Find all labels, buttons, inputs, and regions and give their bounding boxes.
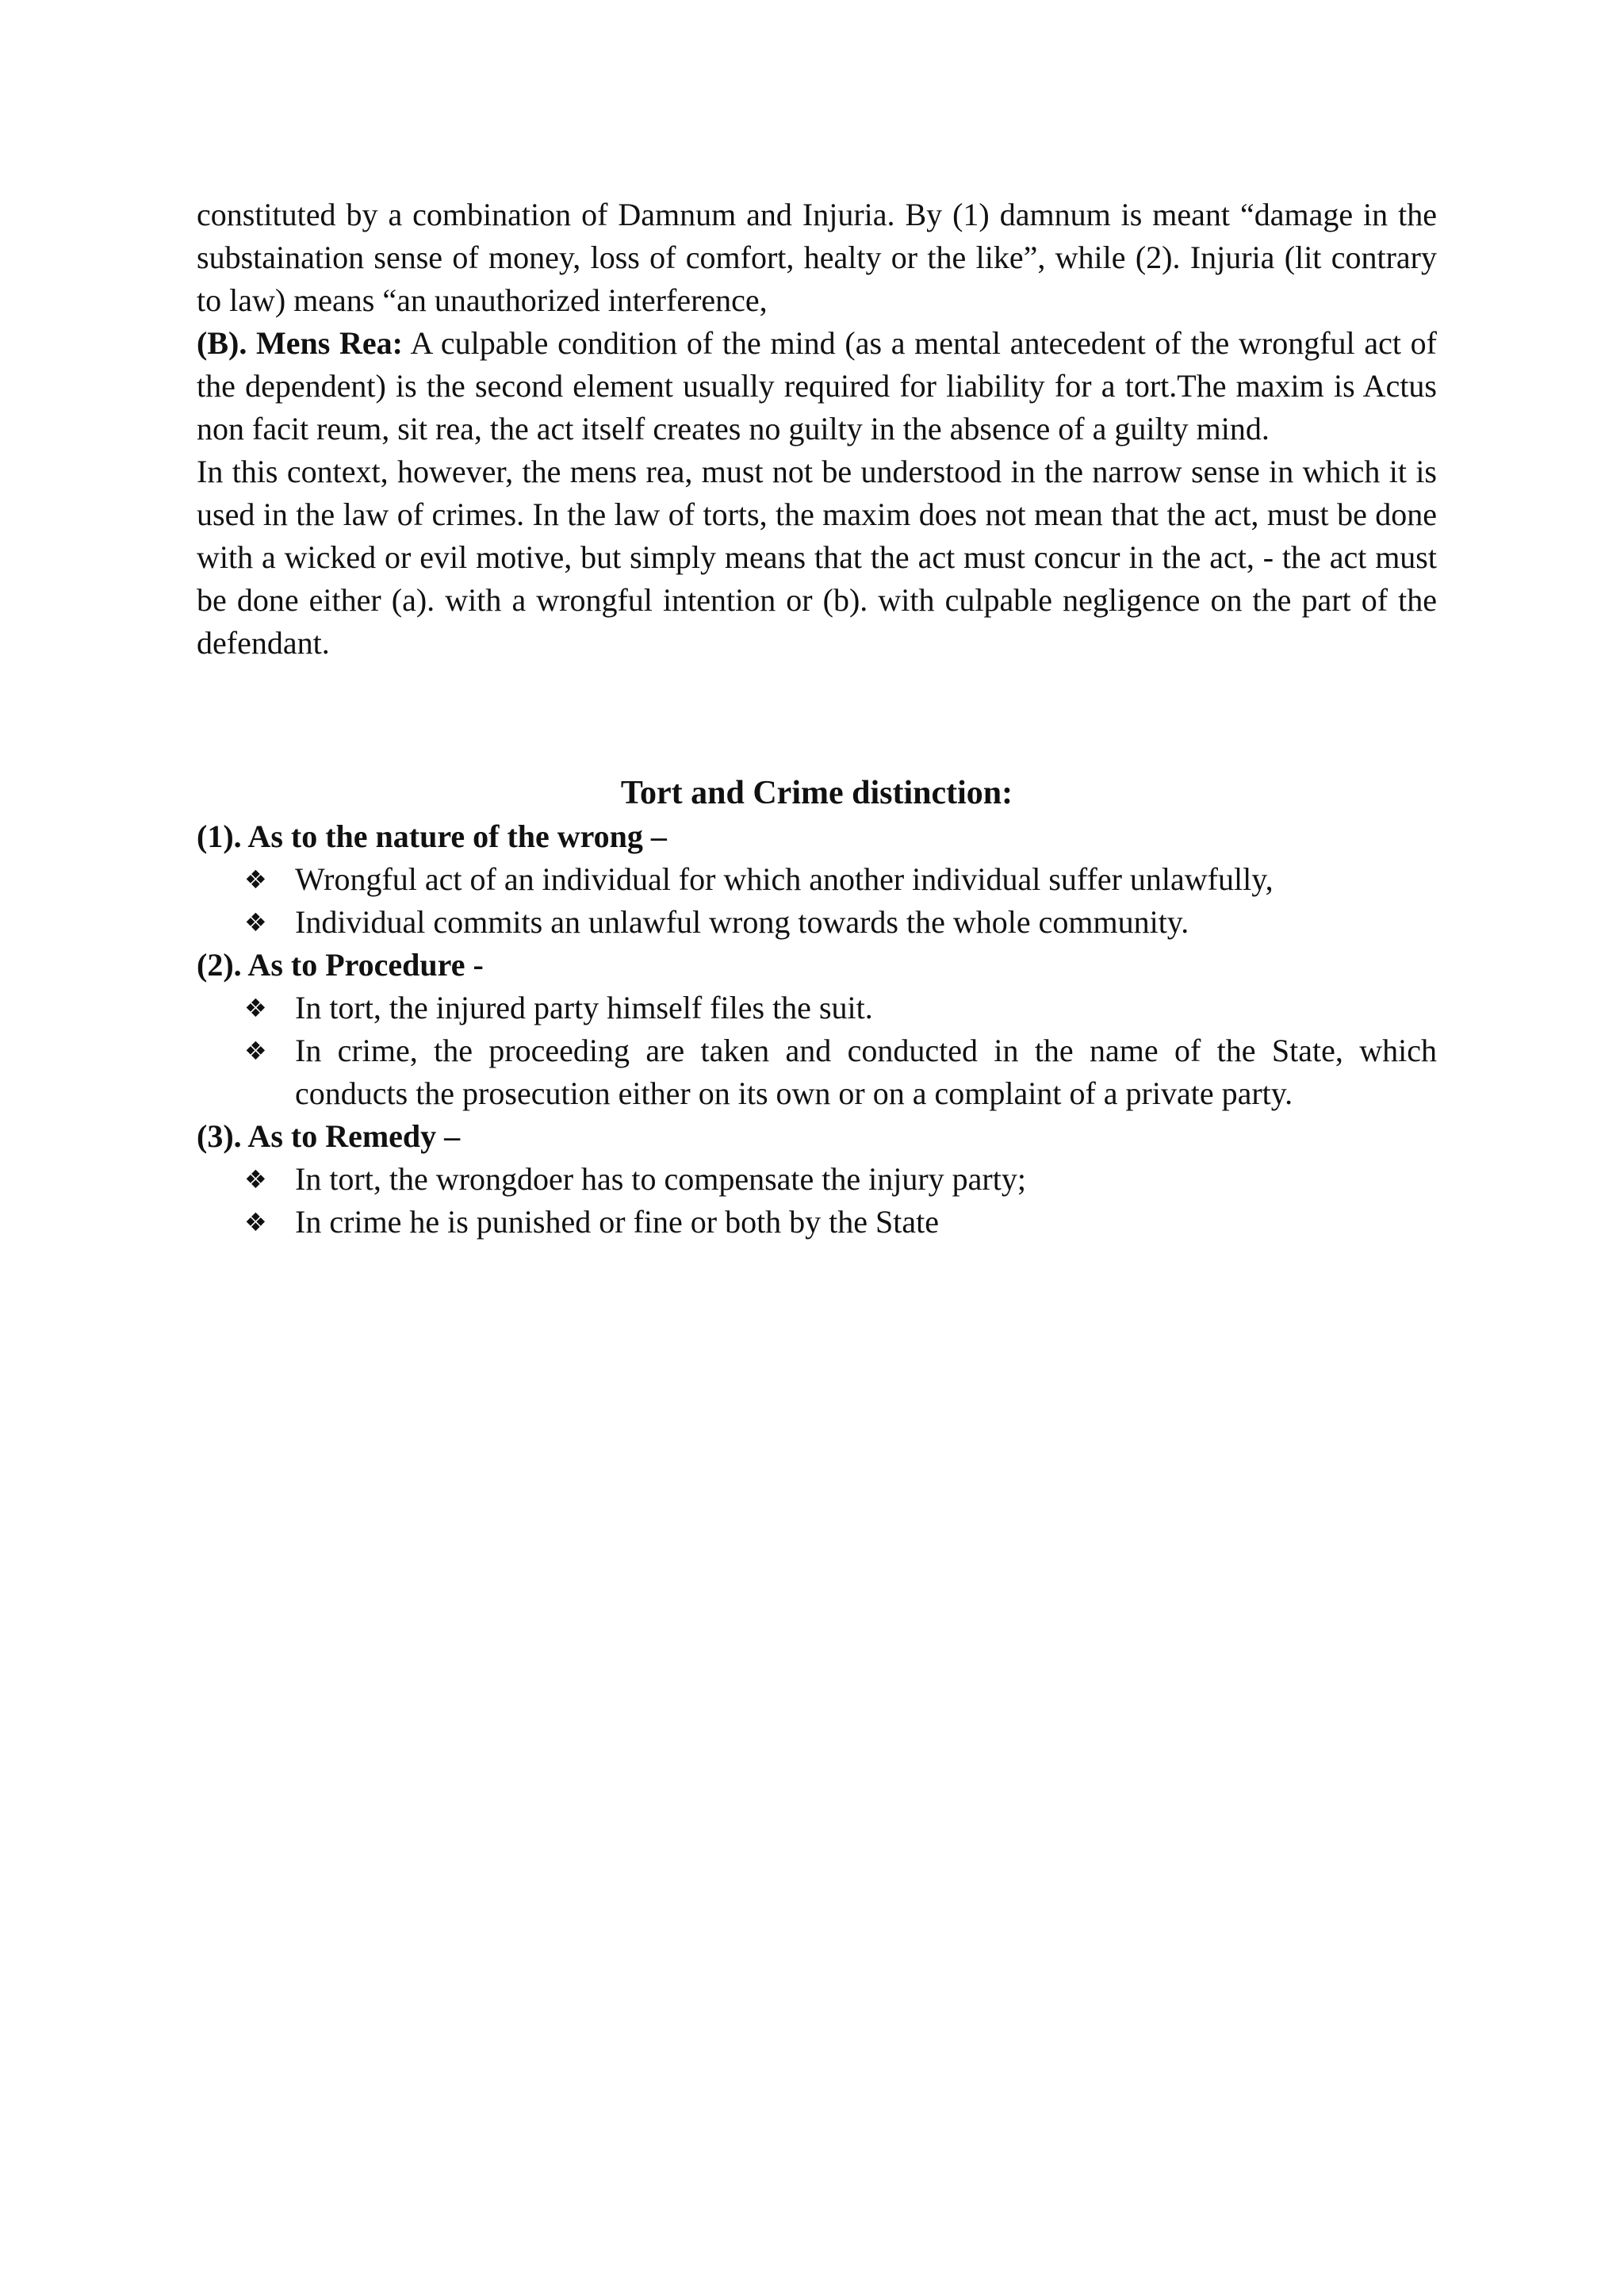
section-heading: (2). As to Procedure - (197, 947, 484, 983)
diamond-bullet-icon: ❖ (244, 1164, 267, 1194)
diamond-bullet-icon: ❖ (244, 864, 267, 895)
section-procedure (197, 944, 1437, 1115)
list-item (244, 987, 1437, 1029)
bullet-list (197, 1158, 1437, 1244)
intro-paragraph: constituted by a combination of Damnum and Injuria. By (1) damnum is meant “damage in the substaination sense of money, loss of comfort, healty or the like”, while (2). Injuria (lit contrary to law) means “an unauthorized interference, (197, 197, 1437, 318)
list-item-text: Individual commits an unlawful wrong towards the whole community. (295, 904, 1189, 940)
section-nature-of-wrong (197, 815, 1437, 944)
context-paragraph: In this context, however, the mens rea, must not be understood in the narrow sense in which it is used in the law of crimes. In the law of torts, the maxim does not mean that the act, must be done with a wicked or evil motive, but simply means that the act must concur in the act, - the act must be done either (a). with a wrongful intention or (b). with culpable negligence on the part of the defendant. (197, 454, 1437, 661)
list-item-text: In tort, the wrongdoer has to compensate the injury party; (295, 1161, 1026, 1197)
bullet-list (197, 987, 1437, 1115)
list-item-text: In tort, the injured party himself files the suit. (295, 990, 873, 1025)
section-heading: (1). As to the nature of the wrong – (197, 818, 667, 854)
section-remedy (197, 1115, 1437, 1244)
document-body (197, 194, 1437, 1244)
list-item-text: Wrongful act of an individual for which another individual suffer unlawfully, (295, 861, 1274, 897)
list-item (244, 1029, 1437, 1115)
mens-rea-paragraph (197, 322, 1437, 450)
list-item-text: In crime he is punished or fine or both by the State (295, 1204, 940, 1240)
diamond-bullet-icon: ❖ (244, 1207, 267, 1237)
bullet-list (197, 858, 1437, 944)
list-item (244, 1201, 1437, 1244)
mens-rea-text: A culpable condition of the mind (as a mental antecedent of the wrongful act of the dependent) is the second element usually required for liability for a tort.The maxim is Actus non facit reum, sit rea, the act itself creates no guilty in the absence of a guilty mind. (197, 325, 1437, 447)
diamond-bullet-icon: ❖ (244, 1036, 267, 1066)
section-title: Tort and Crime distinction: (620, 775, 1013, 811)
diamond-bullet-icon: ❖ (244, 907, 267, 937)
diamond-bullet-icon: ❖ (244, 993, 267, 1023)
list-item-text: In crime, the proceeding are taken and conducted in the name of the State, which conducts the prosecution either on its own or on a complaint of a private party. (295, 1033, 1437, 1111)
mens-rea-label: (B). Mens Rea: (197, 325, 404, 361)
list-item (244, 1158, 1437, 1201)
list-item (244, 858, 1437, 901)
list-item (244, 901, 1437, 944)
section-spacer (197, 665, 1437, 771)
section-heading: (3). As to Remedy – (197, 1118, 461, 1154)
